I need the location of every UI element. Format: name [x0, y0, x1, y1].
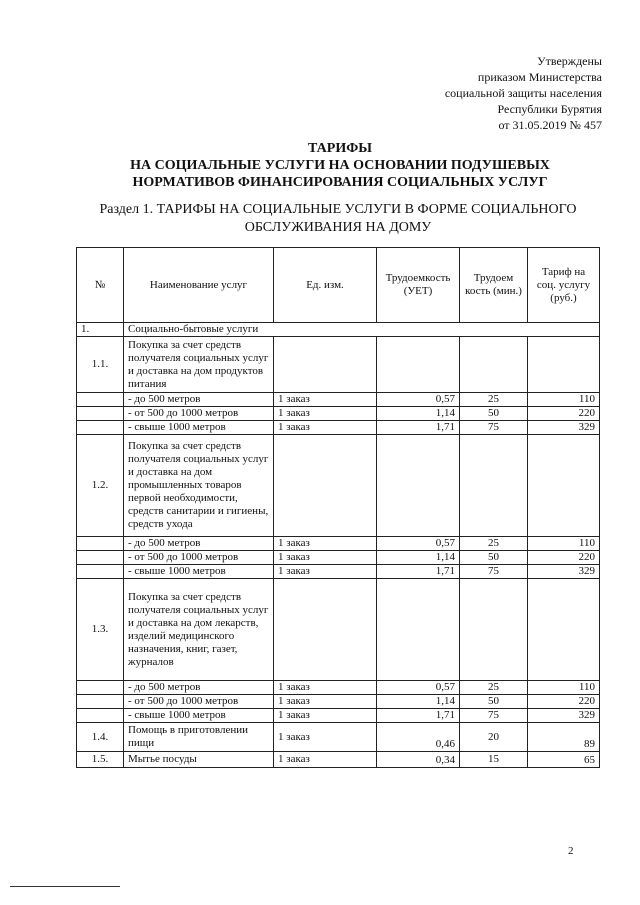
row-uet: 1,71 — [377, 709, 460, 723]
row-service-name: Помощь в приготовлении пищи — [124, 723, 274, 752]
header-tariff: Тариф на соц. услугу (руб.) — [528, 248, 600, 323]
row-tariff: 110 — [528, 393, 600, 407]
row-number: 1.2. — [77, 435, 124, 537]
row-service-name: Мытье посуды — [124, 752, 274, 768]
section-heading — [78, 201, 598, 237]
table-row — [77, 681, 600, 695]
footnote-divider — [10, 886, 120, 887]
row-service-name: Социально-бытовые услуги — [124, 323, 600, 337]
approval-block — [445, 53, 602, 133]
tariff-table — [76, 247, 600, 768]
row-unit: 1 заказ — [274, 709, 377, 723]
row-unit: 1 заказ — [274, 681, 377, 695]
table-row — [77, 723, 600, 752]
row-number: 1.3. — [77, 579, 124, 681]
row-uet: 0,34 — [377, 752, 460, 768]
row-uet: 0,57 — [377, 537, 460, 551]
row-minutes: 75 — [460, 421, 528, 435]
row-minutes: 20 — [460, 723, 528, 752]
row-service-name: - свыше 1000 метров — [124, 709, 274, 723]
row-service-name: Покупка за счет средств получателя социальных услуг и доставка на дом промышленных товаров первой необходимости, средств санитарии и гигиены, средств ухода — [124, 435, 274, 537]
header-unit: Ед. изм. — [274, 248, 377, 323]
document-subtitle-line2: НОРМАТИВОВ ФИНАНСИРОВАНИЯ СОЦИАЛЬНЫХ УСЛУГ — [132, 175, 548, 190]
row-uet: 1,14 — [377, 407, 460, 421]
row-service-name: - от 500 до 1000 метров — [124, 407, 274, 421]
row-unit: 1 заказ — [274, 407, 377, 421]
row-minutes: 75 — [460, 565, 528, 579]
section-heading-line1: Раздел 1. ТАРИФЫ НА СОЦИАЛЬНЫЕ УСЛУГИ В ФОРМЕ СОЦИАЛЬНОГО — [99, 202, 577, 217]
row-unit: 1 заказ — [274, 551, 377, 565]
row-service-name: - свыше 1000 метров — [124, 565, 274, 579]
section-heading-line2: ОБСЛУЖИВАНИЯ НА ДОМУ — [244, 220, 432, 235]
table-row — [77, 537, 600, 551]
row-unit: 1 заказ — [274, 565, 377, 579]
row-service-name: - до 500 метров — [124, 681, 274, 695]
approval-line: от 31.05.2019 № 457 — [498, 118, 602, 132]
row-tariff: 65 — [528, 752, 600, 768]
row-minutes: 25 — [460, 681, 528, 695]
table-row — [77, 709, 600, 723]
row-minutes: 25 — [460, 537, 528, 551]
row-number: 1. — [77, 323, 124, 337]
row-number: 1.1. — [77, 337, 124, 393]
row-minutes: 15 — [460, 752, 528, 768]
row-uet: 1,71 — [377, 565, 460, 579]
row-minutes: 50 — [460, 695, 528, 709]
table-row — [77, 407, 600, 421]
row-unit: 1 заказ — [274, 421, 377, 435]
document-subtitle-line1: НА СОЦИАЛЬНЫЕ УСЛУГИ НА ОСНОВАНИИ ПОДУШЕВЫХ — [130, 158, 550, 173]
row-tariff: 220 — [528, 695, 600, 709]
row-service-name: - свыше 1000 метров — [124, 421, 274, 435]
row-tariff: 329 — [528, 709, 600, 723]
row-uet: 0,46 — [377, 723, 460, 752]
table-row — [77, 752, 600, 768]
row-tariff: 110 — [528, 537, 600, 551]
table-row — [77, 393, 600, 407]
header-labor-uet: Трудоемкость (УЕТ) — [377, 248, 460, 323]
row-tariff: 220 — [528, 407, 600, 421]
header-labor-min: Трудоем кость (мин.) — [460, 248, 528, 323]
approval-line: Республики Бурятия — [497, 102, 602, 116]
row-minutes: 50 — [460, 407, 528, 421]
row-service-name: - до 500 метров — [124, 393, 274, 407]
table-row — [77, 551, 600, 565]
table-row — [77, 323, 600, 337]
row-tariff: 220 — [528, 551, 600, 565]
approval-line: приказом Министерства — [477, 70, 602, 84]
approval-line: Утверждены — [537, 54, 602, 68]
row-service-name: Покупка за счет средств получателя социальных услуг и доставка на дом лекарств, изделий медицинского назначения, книг, газет, журналов — [124, 579, 274, 681]
row-tariff: 110 — [528, 681, 600, 695]
row-tariff: 329 — [528, 565, 600, 579]
row-unit: 1 заказ — [274, 695, 377, 709]
page-number: 2 — [568, 845, 574, 857]
row-minutes: 25 — [460, 393, 528, 407]
header-service-name: Наименование услуг — [124, 248, 274, 323]
row-uet: 1,14 — [377, 695, 460, 709]
table-row — [77, 695, 600, 709]
row-service-name: - от 500 до 1000 метров — [124, 695, 274, 709]
row-minutes: 50 — [460, 551, 528, 565]
header-number: № — [77, 248, 124, 323]
row-tariff: 329 — [528, 421, 600, 435]
row-unit: 1 заказ — [274, 752, 377, 768]
table-row — [77, 435, 600, 537]
table-row — [77, 579, 600, 681]
approval-line: социальной защиты населения — [444, 86, 602, 100]
row-tariff: 89 — [528, 723, 600, 752]
row-number: 1.5. — [77, 752, 124, 768]
table-header-row — [77, 248, 600, 323]
row-uet: 0,57 — [377, 681, 460, 695]
row-uet: 1,71 — [377, 421, 460, 435]
row-service-name: Покупка за счет средств получателя социальных услуг и доставка на дом продуктов питания — [124, 337, 274, 393]
row-service-name: - до 500 метров — [124, 537, 274, 551]
row-unit: 1 заказ — [274, 723, 377, 752]
row-number: 1.4. — [77, 723, 124, 752]
row-unit: 1 заказ — [274, 393, 377, 407]
document-title: ТАРИФЫ — [308, 141, 372, 156]
row-minutes: 75 — [460, 709, 528, 723]
row-service-name: - от 500 до 1000 метров — [124, 551, 274, 565]
row-uet: 0,57 — [377, 393, 460, 407]
table-row — [77, 421, 600, 435]
table-row — [77, 337, 600, 393]
row-uet: 1,14 — [377, 551, 460, 565]
row-unit: 1 заказ — [274, 537, 377, 551]
table-row — [77, 565, 600, 579]
